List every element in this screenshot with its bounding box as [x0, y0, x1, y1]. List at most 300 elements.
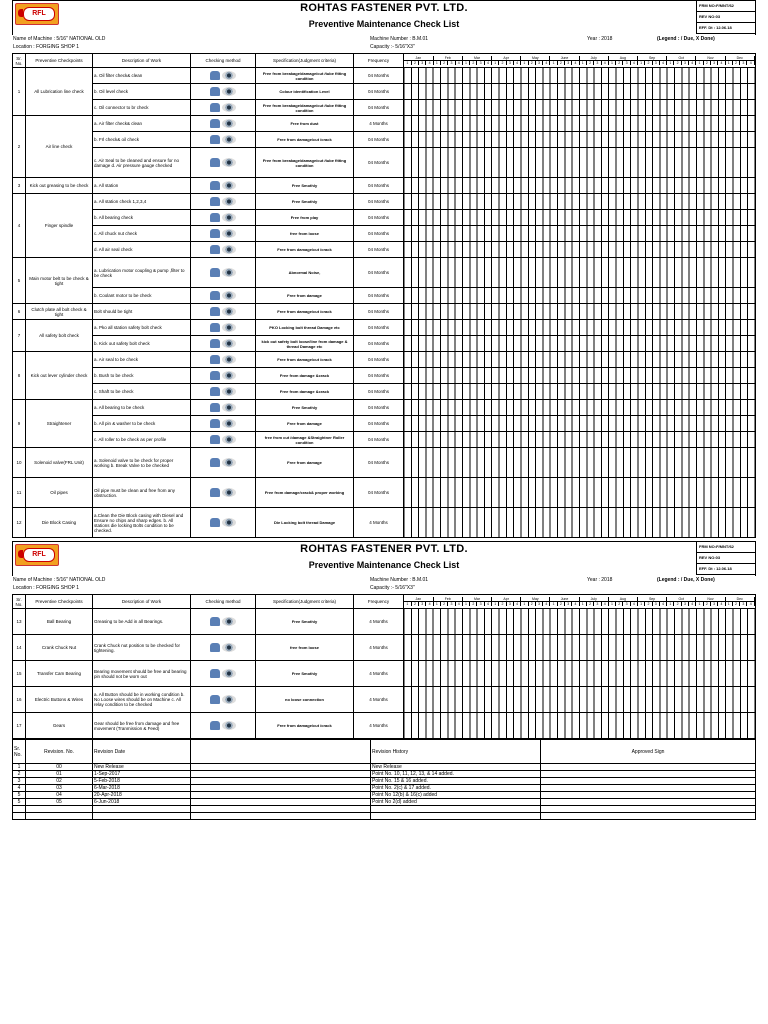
row-spec: Free from damage &crack — [256, 384, 354, 400]
week-label: 3 — [506, 61, 513, 66]
table-row — [13, 713, 756, 739]
week-label: 3 — [565, 602, 572, 607]
eye-icon — [222, 695, 236, 704]
eye-icon — [222, 403, 236, 412]
row-schedule[interactable] — [404, 100, 756, 116]
week-label: 3 — [710, 61, 717, 66]
week-label: 4 — [513, 61, 520, 66]
row-sr: 4 — [13, 194, 26, 258]
row-schedule[interactable] — [404, 288, 756, 304]
eye-icon — [222, 355, 236, 364]
row-checkpoint: Gears — [26, 713, 93, 739]
week-label: 4 — [543, 602, 550, 607]
row-schedule[interactable] — [404, 320, 756, 336]
doc-meta — [696, 1, 755, 34]
row-sr: 11 — [13, 478, 26, 508]
company-name: ROHTAS FASTENER PVT. LTD. — [300, 2, 468, 14]
row-checkpoint: Main motor belt to be check & tight — [26, 258, 93, 304]
row-schedule[interactable] — [404, 194, 756, 210]
week-label: 4 — [747, 61, 755, 66]
hand-icon — [210, 158, 220, 167]
row-schedule[interactable] — [404, 448, 756, 478]
week-label: 2 — [645, 61, 652, 66]
row-sr: 15 — [13, 661, 26, 687]
row-spec: Free from damage — [256, 448, 354, 478]
hand-icon — [210, 119, 220, 128]
hand-icon — [210, 355, 220, 364]
year: Year : 2018 — [587, 36, 613, 42]
row-frequency: 04 Months — [354, 478, 404, 508]
col-frequency: Frequency — [354, 595, 404, 609]
row-spec: Free Smothly — [256, 194, 354, 210]
hand-icon — [210, 371, 220, 380]
table-row — [13, 661, 756, 687]
row-frequency: 04 Months — [354, 400, 404, 416]
rev-number: 03 — [26, 785, 93, 792]
revision-number: REV NO:03 — [697, 553, 755, 564]
rev-number: 04 — [26, 792, 93, 799]
sheet-header — [12, 541, 756, 576]
rev-col-sign: Approved Sign — [541, 740, 756, 764]
row-method — [191, 687, 256, 713]
rev-number: 01 — [26, 771, 93, 778]
sheet-header — [12, 0, 756, 35]
row-frequency: 4 Months — [354, 609, 404, 635]
row-work: Bolt should be tight — [93, 304, 191, 320]
row-frequency: 04 Months — [354, 432, 404, 448]
row-schedule[interactable] — [404, 148, 756, 178]
row-sr: 10 — [13, 448, 26, 478]
rev-date: 5-Feb-2018 — [93, 778, 191, 785]
rev-sr: 2 — [13, 771, 26, 778]
hand-icon — [210, 669, 220, 678]
row-spec: Free Smothly — [256, 661, 354, 687]
week-label: 1 — [433, 61, 440, 66]
hand-icon — [210, 197, 220, 206]
row-method — [191, 352, 256, 368]
row-schedule[interactable] — [404, 368, 756, 384]
row-method — [191, 100, 256, 116]
eye-icon — [222, 213, 236, 222]
week-label: 1 — [492, 61, 499, 66]
week-label: 3 — [565, 61, 572, 66]
week-label: 2 — [732, 602, 739, 607]
month-label: Nov — [696, 56, 725, 61]
week-label: 2 — [470, 61, 477, 66]
row-sr: 3 — [13, 178, 26, 194]
row-checkpoint: Kick out lever cylinder check — [26, 352, 93, 400]
table-row — [13, 100, 756, 116]
week-label: 3 — [710, 602, 717, 607]
row-work: a. All station — [93, 178, 191, 194]
row-work: b. Coolant motor to be check — [93, 288, 191, 304]
row-frequency: 04 Months — [354, 258, 404, 288]
company-logo: RFL — [15, 544, 59, 566]
row-work: a. Oil filter check& clean — [93, 68, 191, 84]
col-frequency: Frequency — [354, 54, 404, 68]
week-label: 3 — [681, 602, 688, 607]
row-schedule[interactable] — [404, 384, 756, 400]
table-row — [13, 288, 756, 304]
row-spec: Colour identification Level — [256, 84, 354, 100]
row-method — [191, 178, 256, 194]
rev-number: 02 — [26, 778, 93, 785]
row-frequency: 04 Months — [354, 368, 404, 384]
hand-icon — [210, 458, 220, 467]
week-label: 1 — [462, 602, 469, 607]
row-frequency: 4 Months — [354, 661, 404, 687]
row-sr: 14 — [13, 635, 26, 661]
eye-icon — [222, 371, 236, 380]
row-schedule[interactable] — [404, 68, 756, 84]
col-spec: Specification(Judgment criteria) — [256, 54, 354, 68]
week-label: 3 — [740, 61, 747, 66]
hand-icon — [210, 518, 220, 527]
table-row — [13, 68, 756, 84]
row-method — [191, 478, 256, 508]
week-label: 2 — [586, 61, 593, 66]
row-method — [191, 210, 256, 226]
row-spec: Die Locking bolt thread Damage — [256, 508, 354, 538]
row-work: Oil pipe must be clean and free from any obstruction. — [93, 478, 191, 508]
week-label: 3 — [477, 602, 484, 607]
col-method: Checking method — [191, 595, 256, 609]
row-spec: Free Smothly — [256, 609, 354, 635]
eye-icon — [222, 71, 236, 80]
checklist-table-1 — [12, 53, 756, 538]
row-schedule[interactable] — [404, 661, 756, 687]
row-frequency: 04 Months — [354, 288, 404, 304]
row-method — [191, 132, 256, 148]
table-row — [13, 178, 756, 194]
row-method — [191, 288, 256, 304]
row-method — [191, 508, 256, 538]
month-grid-header — [404, 54, 756, 68]
hand-icon — [210, 135, 220, 144]
row-work: Bearing movement should be free and bearing pin should not be worn out — [93, 661, 191, 687]
row-spec: Free Smothly — [256, 400, 354, 416]
row-method — [191, 84, 256, 100]
row-schedule[interactable] — [404, 687, 756, 713]
row-schedule[interactable] — [404, 713, 756, 739]
row-schedule[interactable] — [404, 508, 756, 538]
form-number: FRM NO:F/MNT/62 — [697, 1, 755, 12]
table-row — [13, 336, 756, 352]
col-spec: Specification(Judgment criteria) — [256, 595, 354, 609]
week-label: 1 — [667, 602, 674, 607]
week-label: 2 — [732, 61, 739, 66]
row-frequency: 04 Months — [354, 384, 404, 400]
table-row — [13, 478, 756, 508]
row-work: b. All bearing check — [93, 210, 191, 226]
table-row — [13, 194, 756, 210]
hand-icon — [210, 245, 220, 254]
week-label: 2 — [674, 61, 681, 66]
eye-icon — [222, 135, 236, 144]
row-frequency: 04 Months — [354, 84, 404, 100]
week-label: 4 — [659, 602, 666, 607]
row-spec: Free from breakage/damage/cut /tube fitting condition — [256, 68, 354, 84]
machine-number: Machine Number : B.M.01 — [370, 577, 429, 583]
row-checkpoint: Straightener — [26, 400, 93, 448]
rev-history: New Release — [371, 764, 541, 771]
row-frequency: 04 Months — [354, 320, 404, 336]
week-label: 1 — [579, 602, 586, 607]
row-frequency: 04 Months — [354, 242, 404, 258]
week-label: 1 — [521, 61, 528, 66]
row-schedule[interactable] — [404, 635, 756, 661]
year: Year : 2018 — [587, 577, 613, 583]
row-frequency: 04 Months — [354, 100, 404, 116]
row-spec: Free from damage &crack — [256, 368, 354, 384]
row-sr: 2 — [13, 116, 26, 178]
row-schedule[interactable] — [404, 609, 756, 635]
eye-icon — [222, 103, 236, 112]
eye-icon — [222, 488, 236, 497]
row-schedule[interactable] — [404, 178, 756, 194]
rev-col-number: Revision. No. — [26, 740, 93, 764]
week-label: 4 — [426, 61, 433, 66]
legend: (Legend : / Due, X Done) — [657, 36, 715, 42]
row-checkpoint: All safety bolt check — [26, 320, 93, 352]
week-label: 3 — [506, 602, 513, 607]
row-schedule[interactable] — [404, 304, 756, 320]
row-spec: Free from damage/cut /crack — [256, 304, 354, 320]
revision-row — [13, 771, 756, 778]
row-frequency: 4 Months — [354, 687, 404, 713]
effective-date: EFF. Dt : 12.06.18 — [697, 23, 755, 34]
rev-history: Point No. 10, 11, 12, 13, & 14 added. — [371, 771, 541, 778]
week-label: 1 — [696, 602, 703, 607]
row-spec: Free from damage/cut /crack — [256, 242, 354, 258]
table-row — [13, 116, 756, 132]
sheet-2 — [12, 541, 756, 820]
week-label: 3 — [623, 602, 630, 607]
month-label: Feb — [433, 597, 462, 602]
hand-icon — [210, 403, 220, 412]
col-sr: Sr. No. — [13, 595, 26, 609]
table-row — [13, 432, 756, 448]
row-frequency: 04 Months — [354, 194, 404, 210]
hand-icon — [210, 307, 220, 316]
row-sr: 12 — [13, 508, 26, 538]
row-schedule[interactable] — [404, 432, 756, 448]
eye-icon — [222, 643, 236, 652]
row-spec: Free from damage/cut /crack — [256, 713, 354, 739]
week-label: 3 — [448, 602, 455, 607]
week-label: 2 — [528, 61, 535, 66]
week-label: 4 — [601, 602, 608, 607]
machine-info — [12, 576, 756, 594]
week-label: 1 — [608, 61, 615, 66]
row-method — [191, 68, 256, 84]
row-frequency: 04 Months — [354, 352, 404, 368]
rev-date: 20-Apr-2018 — [93, 792, 191, 799]
hand-icon — [210, 695, 220, 704]
rev-date: 6-Jun-2018 — [93, 799, 191, 806]
row-work: c. All chuck nut check — [93, 226, 191, 242]
week-label: 3 — [740, 602, 747, 607]
week-label: 4 — [630, 602, 637, 607]
row-spec: free from loose — [256, 226, 354, 242]
row-work: d. All air seal check — [93, 242, 191, 258]
sheet-1 — [12, 0, 756, 538]
hand-icon — [210, 213, 220, 222]
month-label: Jan — [404, 597, 433, 602]
hand-icon — [210, 721, 220, 730]
rev-sign — [541, 771, 756, 778]
month-label: Aug — [608, 597, 637, 602]
row-frequency: 4 Months — [354, 713, 404, 739]
month-label: July — [579, 597, 608, 602]
effective-date: EFF. Dt : 12.06.18 — [697, 564, 755, 575]
row-work: c. All roller to be check as per profile — [93, 432, 191, 448]
row-method — [191, 384, 256, 400]
week-label: 4 — [455, 61, 462, 66]
row-frequency: 04 Months — [354, 210, 404, 226]
week-label: 4 — [543, 61, 550, 66]
row-work: a. Pko all station safety bolt check — [93, 320, 191, 336]
row-spec: Free from damage/cut /crack — [256, 132, 354, 148]
rev-history: Point No. 2(c) & 17 added. — [371, 785, 541, 792]
row-frequency: 04 Months — [354, 448, 404, 478]
month-label: Sep — [638, 56, 667, 61]
row-schedule[interactable] — [404, 242, 756, 258]
capacity: Capacity :- 5/16"X3" — [370, 44, 415, 50]
row-spec: Free from play — [256, 210, 354, 226]
row-schedule[interactable] — [404, 132, 756, 148]
table-row — [13, 508, 756, 538]
table-row — [13, 352, 756, 368]
rev-col-history: Revision History — [371, 740, 541, 764]
row-schedule[interactable] — [404, 210, 756, 226]
month-label: July — [579, 56, 608, 61]
week-label: 3 — [535, 61, 542, 66]
row-frequency: 4 Months — [354, 116, 404, 132]
week-label: 4 — [572, 61, 579, 66]
row-work: a. Lubrication motor coupling & pump ,filter to be check — [93, 258, 191, 288]
row-schedule[interactable] — [404, 116, 756, 132]
month-label: Nov — [696, 597, 725, 602]
machine-name: Name of Machine : 5/16" NATIONAL OLD — [13, 36, 106, 42]
col-sr: Sr. No. — [13, 54, 26, 68]
week-label: 2 — [616, 61, 623, 66]
row-schedule[interactable] — [404, 226, 756, 242]
col-checkpoint: Preventive Checkpoints — [26, 595, 93, 609]
location: Location : FORGING SHOP 1 — [13, 44, 80, 50]
row-spec: Free from damage/cut /crack — [256, 352, 354, 368]
week-label: 1 — [696, 61, 703, 66]
eye-icon — [222, 721, 236, 730]
week-label: 1 — [550, 61, 557, 66]
col-checkpoint: Preventive Checkpoints — [26, 54, 93, 68]
capacity: Capacity :- 5/16"X3" — [370, 585, 415, 591]
week-label: 4 — [426, 602, 433, 607]
month-label: Mar — [462, 56, 491, 61]
row-frequency: 04 Months — [354, 148, 404, 178]
row-work: a. All station check 1,2,3,4 — [93, 194, 191, 210]
row-schedule[interactable] — [404, 84, 756, 100]
week-label: 2 — [557, 602, 564, 607]
row-schedule[interactable] — [404, 258, 756, 288]
row-spec: Abnormal Noise, — [256, 258, 354, 288]
hand-icon — [210, 229, 220, 238]
row-schedule[interactable] — [404, 352, 756, 368]
table-row — [13, 416, 756, 432]
eye-icon — [222, 339, 236, 348]
month-label: June — [550, 597, 579, 602]
doc-meta — [696, 542, 755, 575]
week-label: 1 — [608, 602, 615, 607]
week-label: 3 — [681, 61, 688, 66]
month-label: Jan — [404, 56, 433, 61]
week-label: 2 — [470, 602, 477, 607]
row-frequency: 4 Months — [354, 635, 404, 661]
row-sr: 7 — [13, 320, 26, 352]
week-label: 4 — [572, 602, 579, 607]
eye-icon — [222, 291, 236, 300]
machine-info — [12, 35, 756, 53]
week-label: 2 — [411, 61, 418, 66]
row-schedule[interactable] — [404, 478, 756, 508]
rev-sign — [541, 778, 756, 785]
table-row — [13, 210, 756, 226]
row-spec: free from cut /damage &Straightner Roller condition — [256, 432, 354, 448]
week-label: 2 — [616, 602, 623, 607]
rev-sign — [541, 764, 756, 771]
rev-sr: 5 — [13, 792, 26, 799]
eye-icon — [222, 229, 236, 238]
table-row — [13, 258, 756, 288]
revision-row — [13, 799, 756, 806]
week-label: 1 — [521, 602, 528, 607]
row-frequency: 04 Months — [354, 304, 404, 320]
row-sr: 17 — [13, 713, 26, 739]
eye-icon — [222, 387, 236, 396]
row-method — [191, 368, 256, 384]
row-sr: 16 — [13, 687, 26, 713]
table-row — [13, 132, 756, 148]
table-row — [13, 148, 756, 178]
hand-icon — [210, 71, 220, 80]
hand-icon — [210, 488, 220, 497]
month-label: Apr — [492, 56, 521, 61]
row-schedule[interactable] — [404, 400, 756, 416]
week-label: 3 — [652, 602, 659, 607]
table-row — [13, 609, 756, 635]
hand-icon — [210, 435, 220, 444]
week-label: 3 — [535, 602, 542, 607]
table-row — [13, 687, 756, 713]
rev-col-date: Revision Date — [93, 740, 191, 764]
row-schedule[interactable] — [404, 336, 756, 352]
row-method — [191, 635, 256, 661]
row-method — [191, 336, 256, 352]
hand-icon — [210, 419, 220, 428]
row-checkpoint: Kick out greasing to be check — [26, 178, 93, 194]
row-method — [191, 416, 256, 432]
row-work: c. Air Seal to be cleaned and ensure for no damage d. Air pressure gauge checked — [93, 148, 191, 178]
revision-row — [13, 764, 756, 771]
row-spec: free from loose — [256, 635, 354, 661]
month-label: Sep — [638, 597, 667, 602]
rev-sr: 1 — [13, 764, 26, 771]
week-label: 1 — [404, 602, 411, 607]
week-label: 1 — [462, 61, 469, 66]
row-spec: Free from damage — [256, 416, 354, 432]
week-label: 4 — [455, 602, 462, 607]
row-schedule[interactable] — [404, 416, 756, 432]
